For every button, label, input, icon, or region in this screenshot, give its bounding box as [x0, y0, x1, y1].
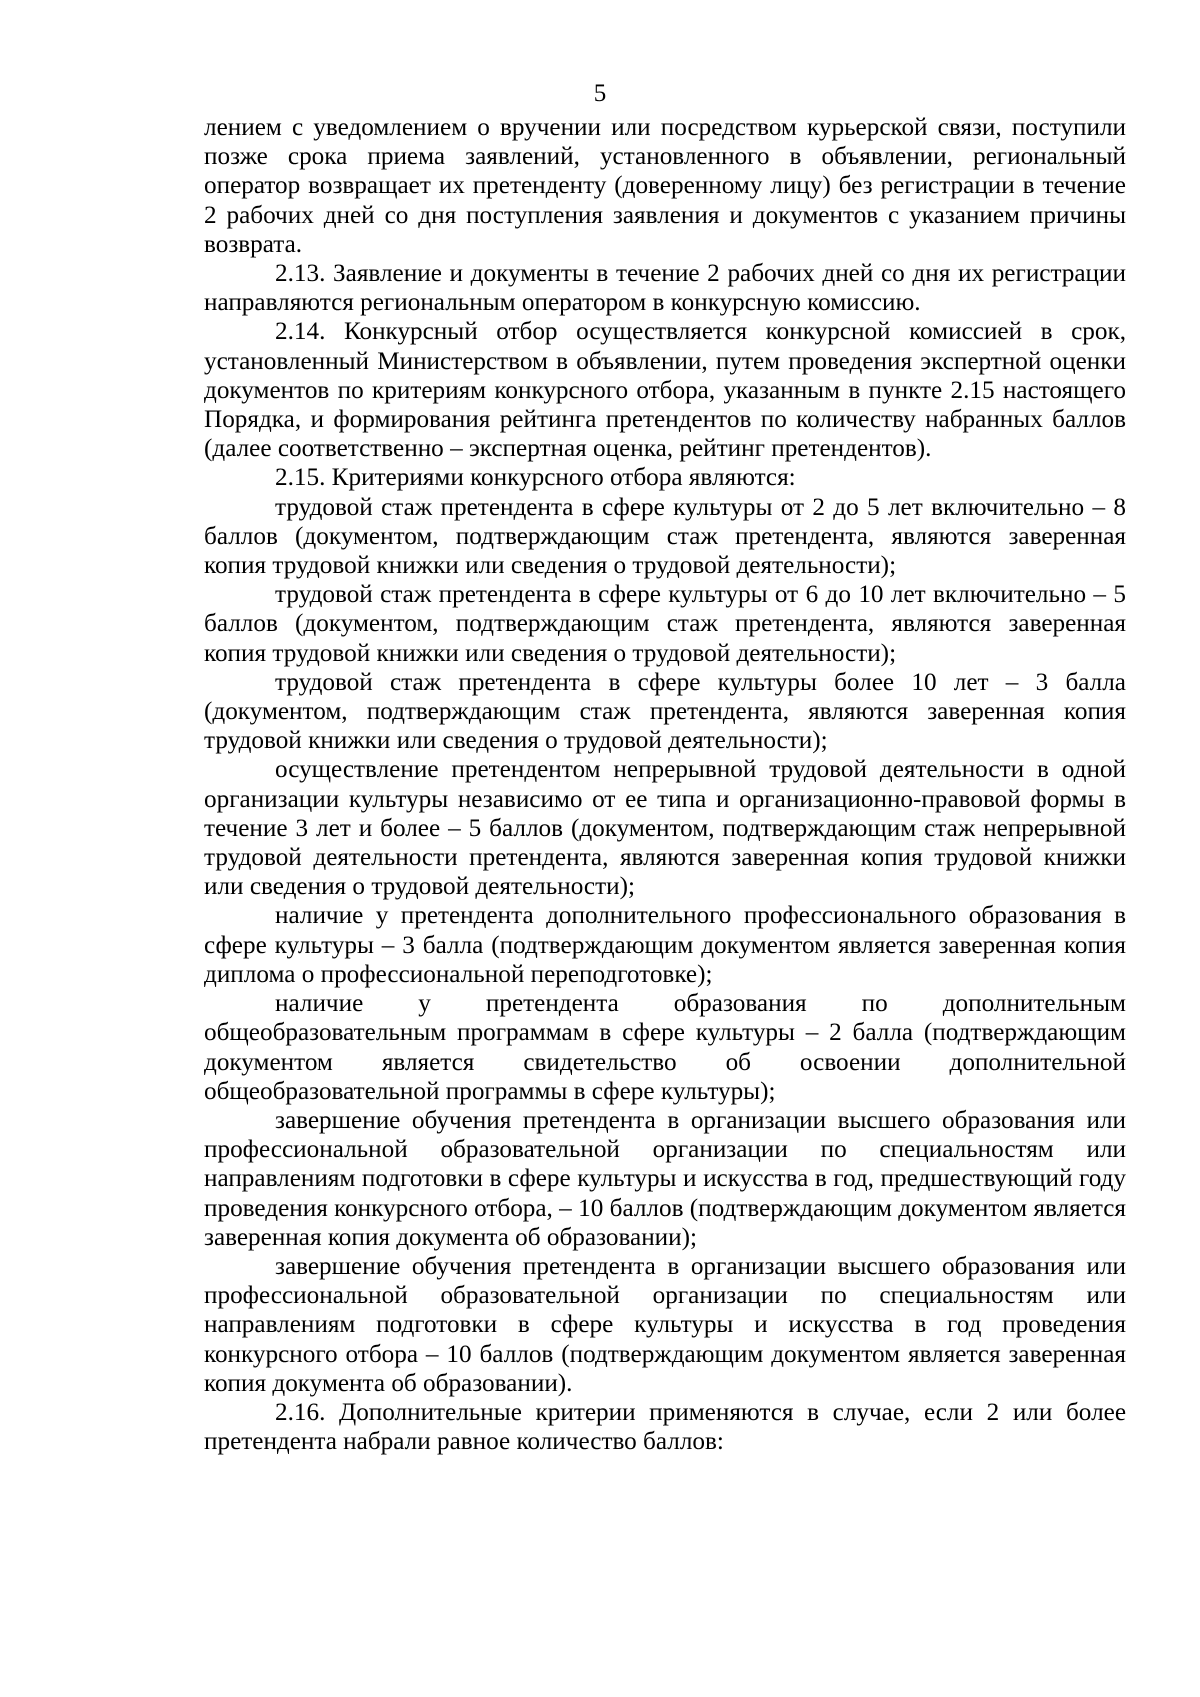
criterion-item: осуществление претендентом непрерывной трудовой деятельности в одной организации культуры независимо от ее типа и организационно-правовой формы в течение 3 лет и более – 5 баллов (документом, подтверждающим стаж непрерывной трудовой деятельности претендента, являются заверенная копия трудовой книжки или сведения о трудовой деятельности); — [204, 756, 1126, 901]
criterion-item: наличие у претендента дополнительного профессионального образования в сфере культуры – 3 балла (подтверждающим документом является заверенная копия диплома о профессиональной переподготовке); — [204, 902, 1126, 988]
criterion-item: завершение обучения претендента в организации высшего образования или профессиональной образовательной организации по специальностям или направлениям подготовки в сфере культуры и искусства в год проведения конкурсного отбора – 10 баллов (подтверждающим документом является заверенная копия документа об образовании). — [204, 1252, 1126, 1397]
paragraph-2-15: 2.15. Критериями конкурсного отбора являются: — [275, 464, 796, 492]
page-number: 5 — [593, 80, 607, 107]
paragraph-continuation: лением с уведомлением о вручении или посредством курьерской связи, поступили позже срока приема заявлений, установленного в объявлении, региональный оператор возвращает их претенденту (доверенному лицу) без регистрации в течение 2 рабочих дней со дня поступления заявления и документов с указанием причины возврата. — [204, 114, 1126, 258]
document-body — [204, 113, 1126, 1456]
paragraph-2-14: 2.14. Конкурсный отбор осуществляется конкурсной комиссией в срок, установленный Министерством в объявлении, путем проведения экспертной оценки документов по критериям конкурсного отбора, указанным в пункте 2.15 настоящего Порядка, и формирования рейтинга претендентов по количеству набранных баллов (далее соответственно – экспертная оценка, рейтинг претендентов). — [204, 318, 1126, 463]
criterion-item: завершение обучения претендента в организации высшего образования или профессиональной образовательной организации по специальностям или направлениям подготовки в сфере культуры и искусства в год, предшествующий году проведения конкурсного отбора, – 10 баллов (подтверждающим документом является заверенная копия документа об образовании); — [204, 1106, 1126, 1251]
criterion-item: наличие у претендента образования по дополнительным общеобразовательным программам в сфере культуры – 2 балла (подтверждающим документом является свидетельство об освоении дополнительной общеобразовательной программы в сфере культуры); — [204, 990, 1126, 1105]
criterion-item: трудовой стаж претендента в сфере культуры более 10 лет – 3 балла (документом, подтверждающим стаж претендента, являются заверенная копия трудовой книжки или сведения о трудовой деятельности); — [204, 668, 1126, 755]
criterion-item: трудовой стаж претендента в сфере культуры от 2 до 5 лет включительно – 8 баллов (документом, подтверждающим стаж претендента, являются заверенная копия трудовой книжки или сведения о трудовой деятельности); — [204, 493, 1126, 580]
paragraph-2-13: 2.13. Заявление и документы в течение 2 рабочих дней со дня их регистрации направляются региональным оператором в конкурсную комиссию. — [204, 260, 1126, 317]
paragraph-2-16: 2.16. Дополнительные критерии применяются в случае, если 2 или более претендента набрали равное количество баллов: — [204, 1398, 1126, 1456]
criterion-item: трудовой стаж претендента в сфере культуры от 6 до 10 лет включительно – 5 баллов (документом, подтверждающим стаж претендента, являются заверенная копия трудовой книжки или сведения о трудовой деятельности); — [204, 581, 1126, 667]
